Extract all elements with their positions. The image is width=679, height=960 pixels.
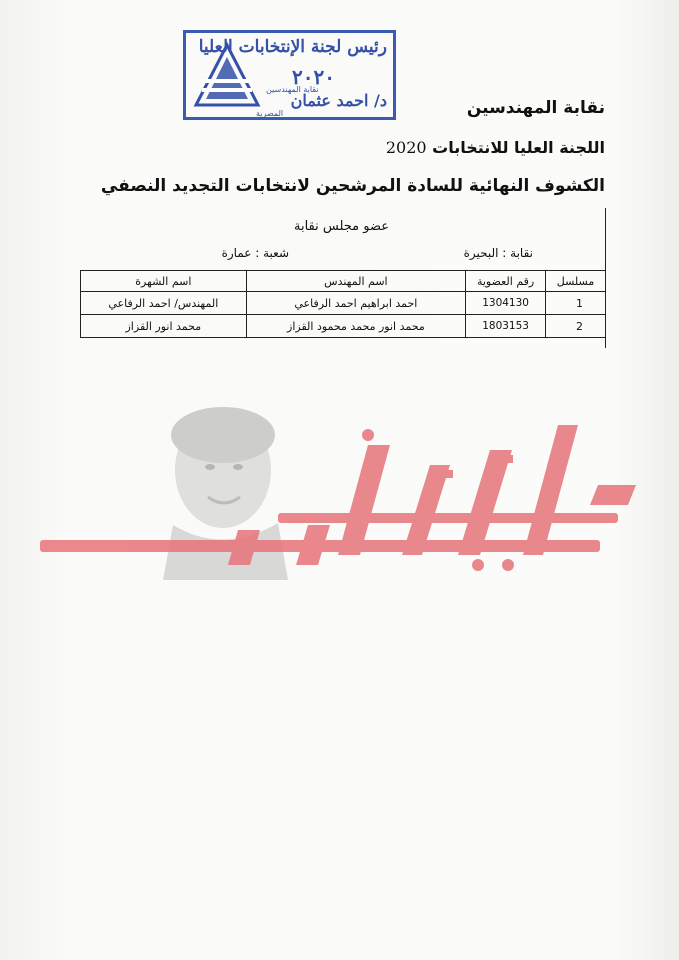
candidates-table — [80, 270, 606, 338]
row-serial: 2 — [546, 315, 606, 338]
stamp-title: رئيس لجنة الإنتخابات العليا — [198, 37, 387, 57]
table-row — [81, 315, 606, 338]
official-stamp — [183, 30, 396, 120]
branch-label: نقابة : البحيرة — [463, 246, 533, 260]
committee-year: 2020 — [385, 138, 427, 157]
stamp-signatory: د/ احمد عثمان — [290, 91, 387, 110]
stamp-small-text: نقابة المهندسين — [266, 85, 319, 94]
list-title: الكشوف النهائية للسادة المرشحين لانتخابات التجديد النصفي — [100, 176, 605, 196]
row-serial: 1 — [546, 292, 606, 315]
division-label: شعبة : عمارة — [221, 246, 289, 260]
header-serial: مسلسل — [546, 271, 606, 292]
row-membership: 1304130 — [466, 292, 546, 315]
header-known-name: اسم الشهرة — [81, 271, 247, 292]
row-membership: 1803153 — [466, 315, 546, 338]
row-engineer-name: احمد ابراهيم احمد الرفاعي — [246, 292, 465, 315]
calligraphy-watermark-mark — [40, 425, 636, 571]
portrait-watermark-icon — [163, 407, 288, 580]
publication-watermark-logo — [38, 405, 638, 580]
syndicate-heading: نقابة المهندسين — [466, 98, 605, 118]
row-known-name: محمد انور القزاز — [81, 315, 247, 338]
table-header-row — [81, 271, 606, 292]
header-engineer-name: اسم المهندس — [246, 271, 465, 292]
table-row — [81, 292, 606, 315]
stamp-small-text-2: المصرية — [256, 109, 284, 118]
seat-type: عضو مجلس نقابة — [294, 219, 389, 234]
committee-heading — [386, 138, 605, 157]
row-known-name: المهندس/ احمد الرفاعي — [81, 292, 247, 315]
row-engineer-name: محمد انور محمد محمود القزاز — [246, 315, 465, 338]
stamp-year: ٢٠٢٠ — [292, 65, 335, 89]
committee-name: اللجنة العليا للانتخابات — [432, 138, 605, 157]
header-membership: رقم العضوية — [466, 271, 546, 292]
